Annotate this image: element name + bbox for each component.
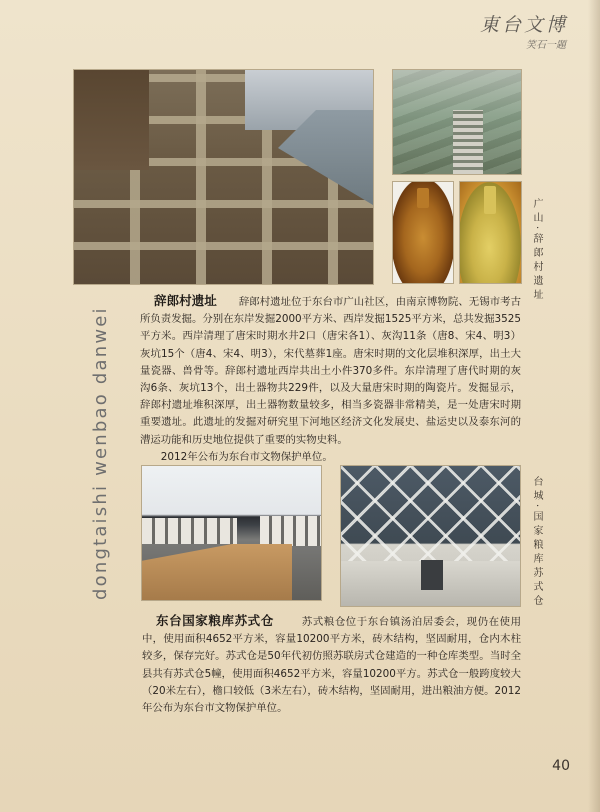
section-granary-text (142, 612, 521, 717)
magazine-logo: 東台文博 (479, 14, 568, 36)
photo-building-left (142, 518, 237, 544)
photo-building-right (260, 516, 321, 546)
section-granary (142, 612, 521, 717)
ewer-neck (484, 186, 496, 214)
photo-caption-cilang: 广山·辞郎村遗址 (531, 198, 542, 304)
excavation-site-photo (73, 69, 374, 285)
photo-grain-pile (142, 544, 292, 600)
paragraph (140, 292, 521, 449)
paragraph-text: 辞郎村遗址位于东台市广山社区，由南京博物院、无锡市考古所负责发掘。分别在东岸发掘2000平方米、西岸发掘1525平方米，总共发掘3525平方米。西岸清理了唐宋时期水井2口（唐宋各1）、灰沟11条（唐8、宋4、明3）灰坑15个（唐4、宋4、明3），宋代墓葬1座。唐宋时期的文化层堆积深厚，出土大量瓷器、兽骨等。辞郎村遗址西岸共出土小件370多件。东岸清理了唐代时期的灰沟6条、灰坑13个，出土器物共229件，以及大量唐宋时期的陶瓷片。发掘显示，辞郎村遗址堆积深厚，出土器物数量较多，相当多瓷器非常精美，是一处唐宋时期重要遗址。此遗址的发掘对研究里下河地区经济文化发展史、盐运史以及泰东河的漕运功能和历史地位提供了重要的实物史料。 (140, 296, 521, 446)
photo-caption-granary: 台城·国家粮库苏式仓 (531, 476, 542, 610)
section-cilang (140, 292, 521, 466)
page-edge-shadow (588, 0, 600, 812)
brown-vase-photo (392, 181, 454, 284)
granary-interior-photo (340, 465, 521, 607)
paragraph-text: 苏式粮仓位于东台镇汤泊居委会，现仍在使用中，使用面积4652平方米，容量10200平方米，砖木结构，坚固耐用，仓内木柱较多，保存完好。苏式仓是50年代初仿照苏联房式仓建造的一种仓库类型。当时全县共有苏式仓5幢，使用面积4652平方米，容量10200平方。苏式仓一般跨度较大（20米左右），檐口较低（3米左右），砖木结构，坚固耐用，进出粮油方便。2012年公布为东台市文物保护单位。 (142, 616, 521, 715)
paragraph (142, 612, 521, 717)
section-title: 东台国家粮库苏式仓 (156, 613, 274, 628)
page-number: 40 (552, 758, 570, 774)
paragraph-text: 2012年公布为东台市文物保护单位。 (160, 450, 333, 463)
section-title: 辞郎村遗址 (154, 293, 217, 308)
granary-exterior-photo (141, 465, 322, 601)
yellow-ewer-photo (459, 181, 522, 284)
paragraph (140, 449, 521, 466)
terrace-steps-photo (392, 69, 522, 175)
photo-stairs (453, 110, 483, 174)
side-pinyin-text: dongtaishi wenbao danwei (90, 306, 111, 600)
logo-signature: 笑石一題 (526, 40, 566, 51)
photo-embankment (74, 70, 149, 170)
photo-door (421, 560, 443, 590)
section-cilang-text (140, 292, 521, 466)
vase-neck (417, 188, 429, 208)
